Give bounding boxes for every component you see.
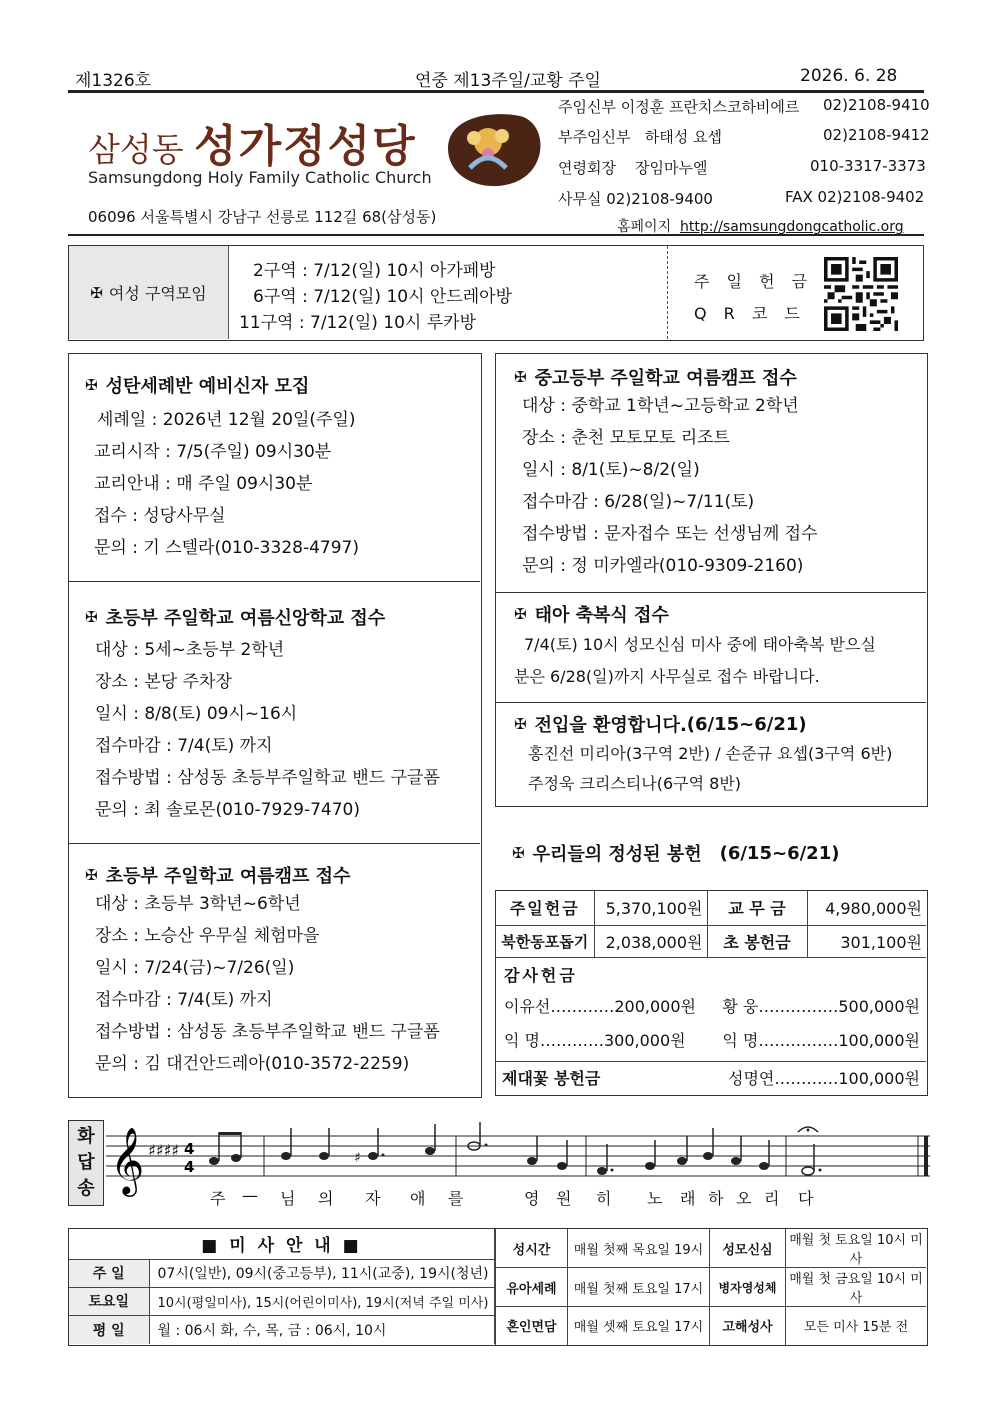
women-meeting-box: [68, 245, 924, 341]
list-item: 11구역 : 7/12(일) 10시 루카방: [239, 313, 477, 333]
list-item: 6구역 : 7/12(일) 10시 안드레아방: [253, 287, 513, 307]
table-row: 유아세례 매월 첫째 토요일 17시 병자영성체 매월 첫 금요일 10시 미사: [496, 1268, 927, 1307]
notice-fetal-blessing: [496, 593, 926, 703]
cross-icon: ✠: [85, 376, 98, 394]
table-row: 주 일 07시(일반), 09시(중고등부), 11시(교중), 19시(청년): [69, 1259, 495, 1287]
cross-icon: ✠: [514, 715, 527, 733]
liturgical-week: 연중 제13주일/교황 주일: [415, 71, 601, 91]
clergy-row: 부주임신부 하태성 요셉: [558, 128, 722, 146]
cross-icon: ✠: [90, 283, 103, 302]
table-row: 북한동포돕기 2,038,000원 초 봉헌금 301,100원: [496, 925, 926, 957]
notice-baptism: [69, 354, 480, 582]
table-row: 성시간 매월 첫째 목요일 19시 성모신심 매월 첫 토요일 10시 미사: [496, 1229, 927, 1268]
section-title: ✠ 초등부 주일학교 여름캠프 접수: [85, 866, 351, 887]
cross-icon: ✠: [512, 844, 525, 862]
offering-table: [495, 890, 928, 1096]
section-title: ✠ 태아 축복식 접수: [514, 605, 669, 626]
issue-number: 제1326호: [75, 71, 152, 91]
qr-code-icon[interactable]: [824, 257, 898, 331]
notice-welcome-newcomers: [496, 703, 926, 805]
cross-icon: ✠: [514, 605, 527, 623]
section-body: 세례일 : 2026년 12월 20일(주일) 교리시작 : 7/5(주일) 09시30분 교리안내 : 매 주일 09시30분 접수 : 성당사무실 문의 : 기 스텔라(010-3328-4797): [94, 410, 359, 558]
holy-family-logo: [440, 108, 548, 188]
issue-date: 2026. 6. 28: [800, 66, 898, 86]
clergy-row: 연령회장 장임마누엘: [558, 159, 708, 177]
notice-right-column: [495, 353, 928, 807]
cross-icon: ✠: [85, 608, 98, 626]
svg-text:♯: ♯: [354, 1150, 361, 1166]
list-item: 익 명…………300,000원 익 명……………100,000원: [504, 1030, 920, 1050]
table-row: 주일헌금 5,370,100원 교 무 금 4,980,000원: [496, 891, 926, 925]
table-row: 평 일 월 : 06시 화, 수, 목, 금 : 06시, 10시: [69, 1315, 495, 1344]
responsorial-label: 화 답 송: [68, 1120, 104, 1206]
section-title: ✠ 성탄세례반 예비신자 모집: [85, 376, 310, 397]
notice-summer-faith-school: [69, 582, 480, 844]
women-meeting-label: ✠ 여성 구역모임: [69, 246, 229, 339]
cross-icon: ✠: [85, 866, 98, 884]
header-rule: [68, 90, 924, 93]
key-signature-icon: ♯♯♯♯: [148, 1141, 179, 1160]
svg-text:4: 4: [184, 1158, 195, 1176]
table-row: 제대꽃 봉헌금 성명연…………100,000원: [496, 1061, 926, 1093]
cross-icon: ✠: [514, 368, 527, 386]
music-notes: [209, 1122, 822, 1175]
treble-clef-icon: 𝄞: [110, 1126, 145, 1194]
church-address: 06096 서울특별시 강남구 선릉로 112길 68(삼성동): [88, 208, 437, 226]
mass-times-table: ■ 미 사 안 내 ■ 주 일 07시(일반), 09시(중고등부), 11시(교중), 19시(청년) 토요일 10시(평일미사), 15시(어린이미사), 19시(저녁 주일 미사) 평 일 월 : 06시 화, 수, 목, 금 : 06시, 10시: [69, 1229, 495, 1344]
table-row: 토요일 10시(평일미사), 15시(어린이미사), 19시(저녁 주일 미사): [69, 1287, 495, 1315]
clergy-phone: 010-3317-3373: [810, 157, 926, 175]
table-row: 혼인면담 매월 셋째 토요일 17시 고해성사 모든 미사 15분 전: [496, 1307, 927, 1345]
qr-caption: 주 일 헌 금 Q R 코 드: [694, 272, 814, 323]
header-rule-bottom: [68, 234, 924, 236]
section-title: ✠ 중고등부 주일학교 여름캠프 접수: [514, 368, 797, 389]
church-name-en: Samsungdong Holy Family Catholic Church: [88, 168, 432, 187]
clergy-row: 주임신부 이정훈 프란치스코하비에르: [558, 98, 800, 116]
clergy-phone: 02)2108-9412: [823, 126, 930, 144]
svg-text:4: 4: [184, 1140, 195, 1158]
section-body: 대상 : 중학교 1학년~고등학교 2학년 장소 : 춘천 모토모토 리조트 일시 : 8/1(토)~8/2(일) 접수마감 : 6/28(일)~7/11(토) 접수방법 : 문자접수 또는 선생님께 접수 문의 : 정 미카엘라(010-9309-2160): [522, 396, 818, 576]
offering-title: ✠ 우리들의 정성된 봉헌 (6/15~6/21): [512, 842, 840, 865]
homepage-link[interactable]: http://samsungdongcatholic.org: [680, 219, 904, 235]
section-body: 대상 : 초등부 3학년~6학년 장소 : 노승산 우무실 체험마을 일시 : 7/24(금)~7/26(일) 접수마감 : 7/4(토) 까지 접수방법 : 삼성동 초등부주일학교 밴드 구글폼 문의 : 김 대건안드레아(010-3572-2259): [95, 894, 440, 1074]
notice-summer-camp-elementary: [69, 844, 480, 1096]
section-body: 대상 : 5세~초등부 2학년 장소 : 본당 주차장 일시 : 8/8(토) 09시~16시 접수마감 : 7/4(토) 까지 접수방법 : 삼성동 초등부주일학교 밴드 구글폼 문의 : 최 솔로몬(010-7929-7470): [95, 640, 440, 820]
list-item: 2구역 : 7/12(일) 10시 아가페방: [253, 261, 496, 281]
table-row: 감사헌금 이유선…………200,000원 황 웅……………500,000원 익 명…………300,000원 익 명……………100,000원: [496, 957, 926, 1061]
divider: [667, 246, 668, 339]
section-title: ✠ 초등부 주일학교 여름신앙학교 접수: [85, 608, 386, 629]
section-body: 홍진선 미리아(3구역 2반) / 손준규 요셉(3구역 6반) 주정욱 크리스티나(6구역 8반): [528, 744, 893, 793]
sacraments-table: [495, 1229, 926, 1345]
office-row: 사무실 02)2108-9400: [558, 190, 713, 208]
notice-left-column: [68, 353, 482, 1098]
notice-summer-camp-youth: [496, 354, 926, 593]
list-item: 이유선…………200,000원 황 웅……………500,000원: [504, 996, 920, 1016]
women-meeting-list: [239, 258, 512, 336]
homepage-row: 홈페이지 http://samsungdongcatholic.org: [617, 219, 904, 235]
section-title: ✠ 전입을 환영합니다. (6/15~6/21): [514, 713, 807, 736]
church-name: 삼성동 성가정성당: [88, 121, 417, 172]
clergy-phone: 02)2108-9410: [823, 96, 930, 114]
section-body: 7/4(토) 10시 성모신심 미사 중에 태아축복 받으실 분은 6/28(일)까지 사무실로 접수 바랍니다.: [514, 635, 876, 686]
office-fax: FAX 02)2108-9402: [785, 188, 925, 206]
mass-schedule-box: [68, 1228, 928, 1346]
